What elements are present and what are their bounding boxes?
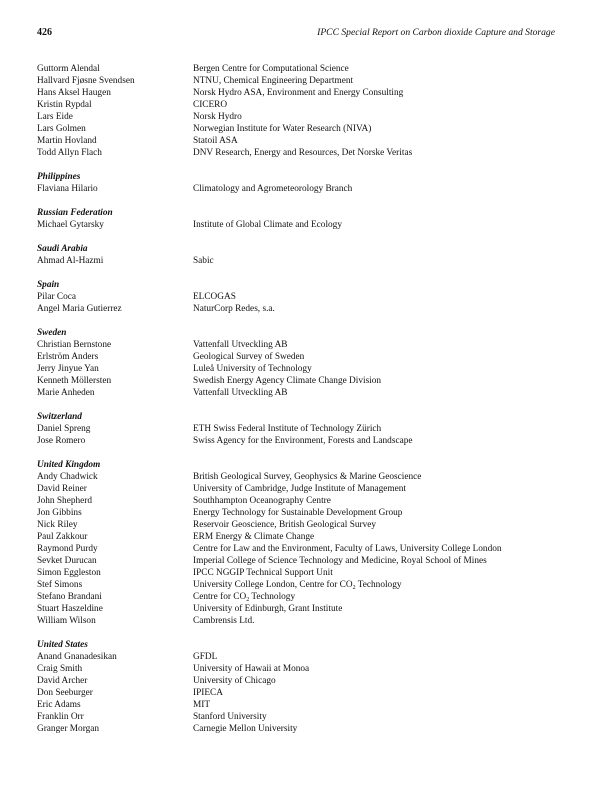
contributor-affiliation	[193, 363, 577, 375]
country-section	[37, 207, 577, 231]
country-heading: United Kingdom	[37, 460, 101, 470]
contributor-affiliation	[193, 303, 577, 315]
affiliation-text: Norwegian Institute for Water Research (NIVA)	[193, 124, 372, 134]
contributor-affiliation	[193, 507, 577, 519]
contributor-name: Jose Romero	[37, 436, 86, 446]
contributor-row	[37, 291, 577, 303]
contributor-name: Franklin Orr	[37, 712, 84, 722]
contributor-affiliation	[193, 471, 577, 483]
contributor-affiliation	[193, 87, 577, 99]
contributor-affiliation	[193, 603, 577, 615]
contributor-name: Daniel Spreng	[37, 424, 91, 434]
contributor-name: Angel Maria Gutierrez	[37, 304, 122, 314]
country-section	[37, 327, 577, 399]
affiliation-text: University of Edinburgh, Grant Institute	[193, 604, 343, 614]
contributor-row	[37, 579, 577, 591]
affiliation-text: Geological Survey of Sweden	[193, 352, 305, 362]
contributor-name: Kristin Rypdal	[37, 100, 92, 110]
subscript: 2	[352, 585, 356, 591]
affiliation-text-suffix: Technology	[249, 592, 296, 602]
affiliation-text: British Geological Survey, Geophysics & Marine Geoscience	[193, 472, 422, 482]
affiliation-text: Swiss Agency for the Environment, Forests and Landscape	[193, 436, 413, 446]
contributor-row	[37, 531, 577, 543]
contributor-name: Craig Smith	[37, 664, 83, 674]
affiliation-text: MIT	[193, 700, 211, 710]
contributor-affiliation	[193, 135, 577, 147]
affiliation-text: University of Chicago	[193, 676, 276, 686]
affiliation-text: GFDL	[193, 652, 218, 662]
contributor-affiliation	[193, 495, 577, 507]
affiliation-text: NaturCorp Redes, s.a.	[193, 304, 275, 314]
contributor-name: Lars Golmen	[37, 124, 86, 134]
contributor-affiliation	[193, 579, 577, 591]
contributor-affiliation	[193, 651, 577, 663]
affiliation-text: Climatology and Agrometeorology Branch	[193, 184, 353, 194]
contributor-name: David Reiner	[37, 484, 87, 494]
affiliation-text: Swedish Energy Agency Climate Change Division	[193, 376, 382, 386]
country-heading: Spain	[37, 280, 60, 290]
contributor-affiliation	[193, 255, 577, 267]
affiliation-text: Imperial College of Science Technology and Medicine, Royal School of Mines	[193, 556, 487, 566]
contributor-name: William Wilson	[37, 616, 96, 626]
affiliation-text: Centre for CO	[193, 592, 247, 602]
affiliation-text: ETH Swiss Federal Institute of Technology Zürich	[193, 424, 382, 434]
contributor-name: Anand Gnanadesikan	[37, 652, 117, 662]
contributor-row	[37, 99, 577, 111]
contributor-affiliation	[193, 663, 577, 675]
contributor-affiliation	[193, 339, 577, 351]
contributor-affiliation	[193, 531, 577, 543]
contributor-name: Raymond Purdy	[37, 544, 98, 554]
contributor-name: Don Seeburger	[37, 688, 93, 698]
contributor-name: Flaviana Hilario	[37, 184, 98, 194]
contributor-affiliation	[193, 111, 577, 123]
contributor-affiliation	[193, 183, 577, 195]
contributor-row	[37, 651, 577, 663]
affiliation-text: DNV Research, Energy and Resources, Det Norske Veritas	[193, 148, 413, 158]
country-heading: Sweden	[37, 328, 67, 338]
affiliation-text: University of Hawaii at Monoa	[193, 664, 310, 674]
contributor-name: Erlström Anders	[37, 352, 99, 362]
contributor-name: Guttorm Alendal	[37, 64, 100, 74]
contributor-affiliation	[193, 567, 577, 579]
contributor-affiliation	[193, 543, 577, 555]
contributor-row	[37, 147, 577, 159]
contributor-row	[37, 339, 577, 351]
country-section	[37, 639, 577, 735]
contributor-row	[37, 387, 577, 399]
contributor-row	[37, 183, 577, 195]
contributor-name: Hallvard Fjøsne Svendsen	[37, 76, 135, 86]
affiliation-text: ERM Energy & Climate Change	[193, 532, 315, 542]
contributor-name: Sevket Durucan	[37, 556, 97, 566]
affiliation-text: Southhampton Oceanography Centre	[193, 496, 331, 506]
contributor-row	[37, 567, 577, 579]
contributor-row	[37, 219, 577, 231]
affiliation-text: Statoil ASA	[193, 136, 238, 146]
contributor-name: Pilar Coca	[37, 292, 76, 302]
contributor-affiliation	[193, 723, 577, 735]
contributor-row	[37, 543, 577, 555]
contributor-row	[37, 63, 577, 75]
contributor-row	[37, 723, 577, 735]
contributor-name: Hans Aksel Haugen	[37, 88, 111, 98]
contributor-row	[37, 363, 577, 375]
affiliation-text: Reservoir Geoscience, British Geological Survey	[193, 520, 377, 530]
contributor-affiliation	[193, 375, 577, 387]
contributor-name: Ahmad Al-Hazmi	[37, 256, 104, 266]
contributor-affiliation	[193, 291, 577, 303]
contributor-affiliation	[193, 687, 577, 699]
country-section	[37, 459, 577, 627]
affiliation-text: Sabic	[193, 256, 214, 266]
country-section	[37, 171, 577, 195]
page-number: 426	[37, 27, 52, 38]
contributor-name: Michael Gytarsky	[37, 220, 104, 230]
contributor-name: Granger Morgan	[37, 724, 100, 734]
country-section	[37, 63, 577, 159]
contributor-name: Martin Hovland	[37, 136, 97, 146]
contributor-row	[37, 303, 577, 315]
subscript: 2	[246, 597, 250, 603]
affiliation-text: Bergen Centre for Computational Science	[193, 64, 349, 74]
affiliation-text: Cambrensis Ltd.	[193, 616, 255, 626]
contributor-name: Kenneth Möllersten	[37, 376, 112, 386]
contributor-affiliation	[193, 483, 577, 495]
contributor-name: Stef Simons	[37, 580, 83, 590]
contributor-row	[37, 255, 577, 267]
contributor-name: Andy Chadwick	[37, 472, 98, 482]
contributor-affiliation	[193, 387, 577, 399]
contributor-affiliation	[193, 219, 577, 231]
contributor-row	[37, 87, 577, 99]
affiliation-text: Energy Technology for Sustainable Development Group	[193, 508, 403, 518]
contributor-row	[37, 591, 577, 603]
contributor-affiliation	[193, 99, 577, 111]
affiliation-text: Norsk Hydro	[193, 112, 242, 122]
contributor-affiliation	[193, 123, 577, 135]
contributor-row	[37, 483, 577, 495]
contributor-row	[37, 615, 577, 627]
country-heading: Philippines	[37, 172, 81, 182]
contributor-name: Christian Bernstone	[37, 340, 112, 350]
affiliation-text: Vattenfall Utveckling AB	[193, 388, 288, 398]
contributor-row	[37, 663, 577, 675]
affiliation-text: Norsk Hydro ASA, Environment and Energy Consulting	[193, 88, 404, 98]
contributor-name: Nick Riley	[37, 520, 78, 530]
affiliation-text-suffix: Technology	[355, 580, 402, 590]
contributor-name: Simon Eggleston	[37, 568, 101, 578]
contributor-affiliation	[193, 675, 577, 687]
affiliation-text: Luleå University of Technology	[193, 364, 312, 374]
affiliation-text: IPCC NGGIP Technical Support Unit	[193, 568, 333, 578]
contributor-name: Stuart Haszeldine	[37, 604, 103, 614]
contributor-affiliation	[193, 555, 577, 567]
contributor-affiliation	[193, 351, 577, 363]
contributor-row	[37, 351, 577, 363]
contributor-name: Marie Anheden	[37, 388, 95, 398]
country-section	[37, 411, 577, 447]
affiliation-text: University of Cambridge, Judge Institute of Management	[193, 484, 407, 494]
contributor-affiliation	[193, 711, 577, 723]
contributor-row	[37, 123, 577, 135]
contributor-name: Jerry Jinyue Yan	[37, 364, 99, 374]
contributor-row	[37, 699, 577, 711]
affiliation-text: IPIECA	[193, 688, 223, 698]
affiliation-text: NTNU, Chemical Engineering Department	[193, 76, 354, 86]
affiliation-text: Carnegie Mellon University	[193, 724, 298, 734]
country-heading: Switzerland	[37, 412, 82, 422]
contributor-affiliation	[193, 591, 577, 603]
contributor-name: Lars Eide	[37, 112, 73, 122]
contributor-row	[37, 519, 577, 531]
contributor-affiliation	[193, 423, 577, 435]
affiliation-text: Stanford University	[193, 712, 267, 722]
affiliation-text: CICERO	[193, 100, 228, 110]
contributor-affiliation	[193, 519, 577, 531]
contributor-row	[37, 135, 577, 147]
contributor-name: John Shepherd	[37, 496, 93, 506]
contributor-name: Todd Allyn Flach	[37, 148, 102, 158]
contributor-affiliation	[193, 147, 577, 159]
affiliation-text: ELCOGAS	[193, 292, 236, 302]
contributor-name: Stefano Brandani	[37, 592, 102, 602]
contributor-row	[37, 471, 577, 483]
country-heading: Saudi Arabia	[37, 244, 88, 254]
affiliation-text: Vattenfall Utveckling AB	[193, 340, 288, 350]
affiliation-text: Centre for Law and the Environment, Faculty of Laws, University College London	[193, 544, 502, 554]
contributor-row	[37, 711, 577, 723]
contributor-row	[37, 435, 577, 447]
contributor-row	[37, 75, 577, 87]
contributor-name: David Archer	[37, 676, 88, 686]
country-heading: United States	[37, 640, 88, 650]
contributor-name: Jon Gibbins	[37, 508, 82, 518]
running-title: IPCC Special Report on Carbon dioxide Capture and Storage	[317, 27, 555, 38]
contributor-affiliation	[193, 435, 577, 447]
contributor-row	[37, 375, 577, 387]
contributor-affiliation	[193, 615, 577, 627]
country-heading: Russian Federation	[37, 208, 113, 218]
contributor-affiliation	[193, 63, 577, 75]
contributor-row	[37, 687, 577, 699]
contributor-affiliation	[193, 699, 577, 711]
affiliation-text: University College London, Centre for CO	[193, 580, 353, 590]
contributor-name: Paul Zakkour	[37, 532, 88, 542]
contributor-affiliation	[193, 75, 577, 87]
affiliation-text: Institute of Global Climate and Ecology	[193, 220, 342, 230]
country-section	[37, 279, 577, 315]
contributor-row	[37, 111, 577, 123]
contributor-name: Eric Adams	[37, 700, 81, 710]
contributor-row	[37, 555, 577, 567]
contributor-row	[37, 675, 577, 687]
contributor-row	[37, 507, 577, 519]
contributor-row	[37, 495, 577, 507]
contributor-row	[37, 423, 577, 435]
contributor-list	[37, 63, 577, 747]
country-section	[37, 243, 577, 267]
contributor-row	[37, 603, 577, 615]
